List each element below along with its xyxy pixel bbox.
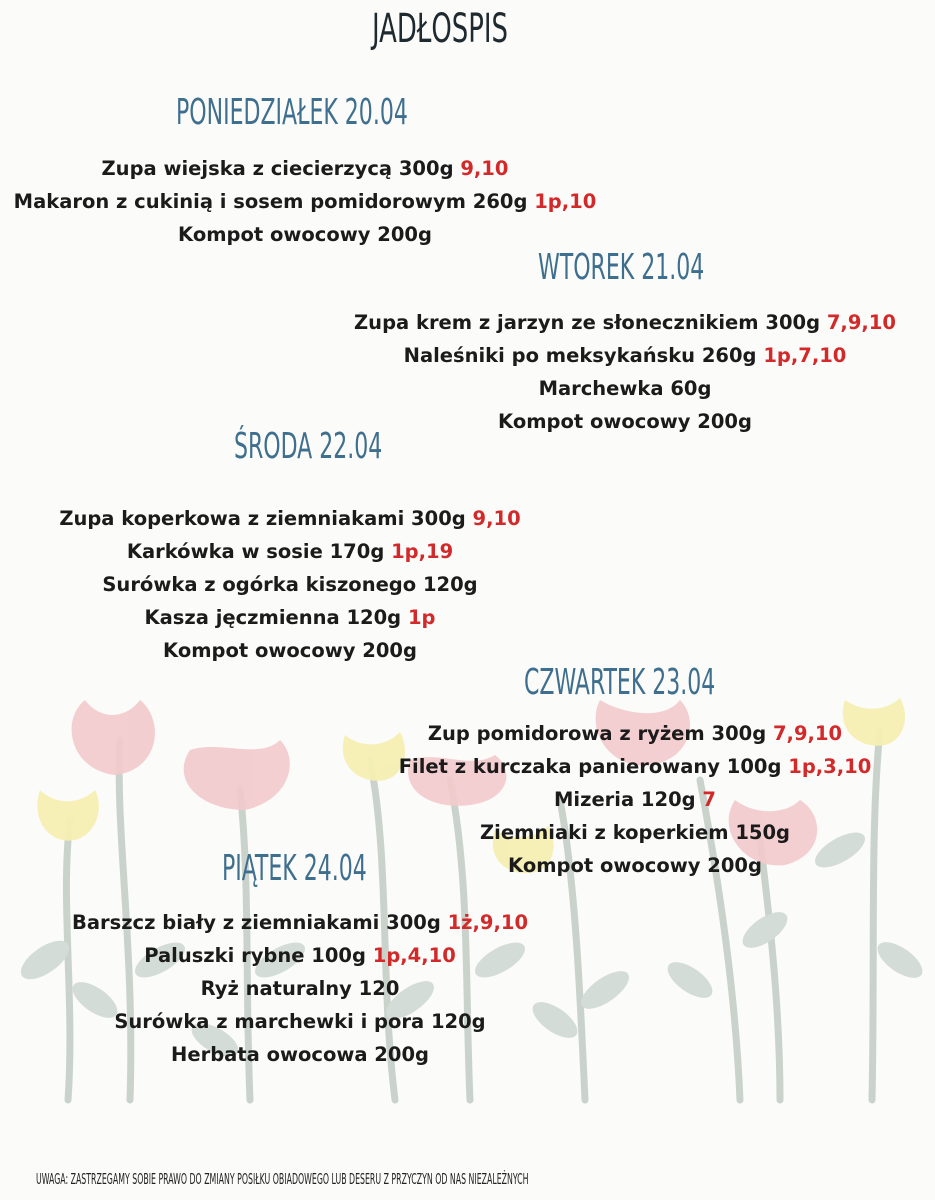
dish-name: Zupa koperkowa z ziemniakami 300g [59, 507, 466, 530]
tuesday-menu-list [330, 306, 920, 438]
allergen-codes: 7,9,10 [772, 722, 843, 745]
allergen-codes: 1p,3,10 [788, 755, 872, 778]
list-item [0, 535, 580, 568]
list-item [330, 372, 920, 405]
list-item [0, 634, 580, 667]
allergen-codes: 1p,7,10 [763, 344, 847, 367]
dish-name: Karkówka w sosie 170g [126, 540, 385, 563]
list-item [370, 783, 900, 816]
menu-title: JADŁOSPIS [372, 6, 508, 52]
allergen-codes: 9,10 [460, 157, 509, 180]
list-item [0, 218, 610, 251]
dish-name: Paluszki rybne 100g [144, 944, 366, 967]
dish-name: Filet z kurczaka panierowany 100g [398, 755, 782, 778]
friday-menu-list [0, 906, 600, 1071]
dish-name: Kompot owocowy 200g [508, 854, 762, 877]
monday-menu-list [0, 152, 610, 251]
list-item [0, 939, 600, 972]
day-heading-friday: PIĄTEK 24.04 [222, 848, 367, 889]
dish-name: Herbata owocowa 200g [171, 1043, 429, 1066]
dish-name: Surówka z ogórka kiszonego 120g [102, 573, 478, 596]
list-item [0, 972, 600, 1005]
list-item [0, 502, 580, 535]
allergen-codes: 1p,4,10 [372, 944, 456, 967]
day-heading-monday: PONIEDZIAŁEK 20.04 [176, 92, 408, 133]
allergen-codes: 7 [702, 788, 716, 811]
dish-name: Kompot owocowy 200g [498, 410, 752, 433]
list-item [370, 849, 900, 882]
dish-name: Kompot owocowy 200g [178, 223, 432, 246]
allergen-codes: 1p,10 [534, 190, 597, 213]
list-item [0, 1038, 600, 1071]
list-item [0, 185, 610, 218]
list-item [0, 1005, 600, 1038]
thursday-menu-list [370, 717, 900, 882]
list-item [0, 568, 580, 601]
list-item [370, 750, 900, 783]
dish-name: Mizeria 120g [554, 788, 696, 811]
dish-name: Ziemniaki z koperkiem 150g [480, 821, 790, 844]
day-heading-tuesday: WTOREK 21.04 [538, 247, 705, 288]
dish-name: Makaron z cukinią i sosem pomidorowym 260g [13, 190, 528, 213]
list-item [370, 816, 900, 849]
dish-name: Ryż naturalny 120 [200, 977, 400, 1000]
list-item [0, 601, 580, 634]
disclaimer-note: UWAGA: ZASTRZEGAMY SOBIE PRAWO DO ZMIANY POSIŁKU OBIADOWEGO LUB DESERU Z PRZYCZYN OD NAS NIEZALEŻNYCH [36, 1170, 529, 1188]
dish-name: Zupa krem z jarzyn ze słonecznikiem 300g [354, 311, 821, 334]
allergen-codes: 7,9,10 [826, 311, 896, 334]
list-item [330, 339, 920, 372]
allergen-codes: 1p,19 [391, 540, 454, 563]
allergen-codes: 1ż,9,10 [447, 911, 529, 934]
dish-name: Zupa wiejska z ciecierzycą 300g [101, 157, 454, 180]
dish-name: Barszcz biały z ziemniakami 300g [71, 911, 441, 934]
day-heading-thursday: CZWARTEK 23.04 [524, 662, 716, 703]
allergen-codes: 1p [407, 606, 436, 629]
list-item [330, 306, 920, 339]
day-heading-wednesday: ŚRODA 22.04 [234, 426, 383, 467]
dish-name: Marchewka 60g [538, 377, 712, 400]
list-item [330, 405, 920, 438]
allergen-codes: 9,10 [472, 507, 521, 530]
dish-name: Kasza jęczmienna 120g [144, 606, 402, 629]
dish-name: Kompot owocowy 200g [163, 639, 417, 662]
list-item [0, 152, 610, 185]
dish-name: Zup pomidorowa z ryżem 300g [427, 722, 767, 745]
list-item [0, 906, 600, 939]
dish-name: Naleśniki po meksykańsku 260g [403, 344, 757, 367]
list-item [370, 717, 900, 750]
dish-name: Surówka z marchewki i pora 120g [114, 1010, 486, 1033]
wednesday-menu-list [0, 502, 580, 667]
